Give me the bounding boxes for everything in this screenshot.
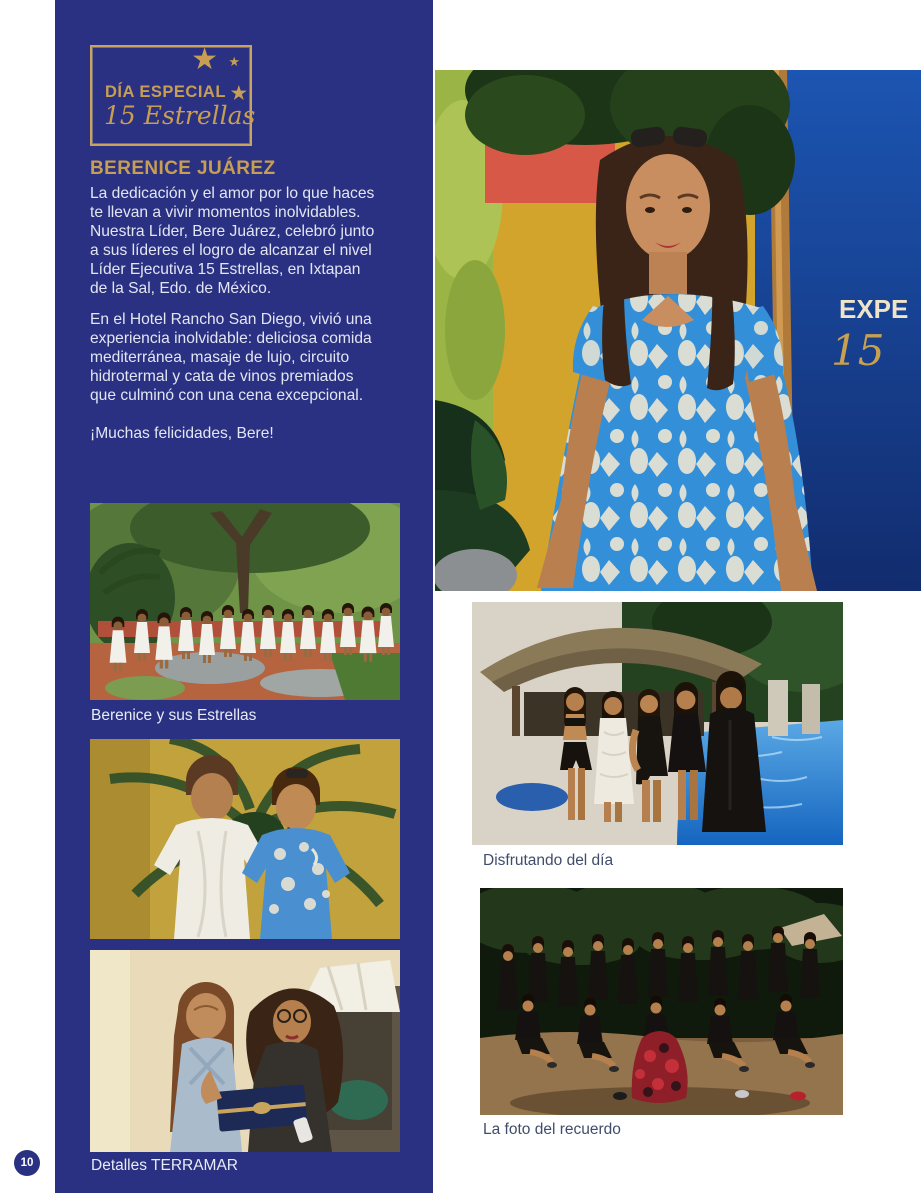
article-paragraph: ¡Muchas felicidades, Bere! bbox=[90, 425, 274, 442]
photo-detalles-terramar bbox=[90, 950, 400, 1152]
article-title: BERENICE JUÁREZ bbox=[90, 158, 276, 179]
hero-photo-berenice bbox=[435, 70, 921, 591]
logo-script: 15 Estrellas bbox=[104, 101, 256, 130]
dia-especial-logo bbox=[90, 43, 256, 146]
backdrop-numeral: 15 bbox=[831, 326, 885, 375]
photo-pool-day bbox=[472, 602, 843, 845]
article-paragraph: En el Hotel Rancho San Diego, vivió una experiencia inolvidable: deliciosa comida mediterránea, masaje de lujo, circuito hidrotermal y cata de vinos premiados que culminó con una cena excepcional. bbox=[90, 311, 372, 404]
star-icon: ★ bbox=[191, 43, 218, 76]
page-number-badge: 10 bbox=[14, 1150, 40, 1176]
logo-title: DÍA ESPECIAL ★ bbox=[105, 83, 248, 103]
star-icon: ★ bbox=[230, 83, 248, 103]
backdrop-word: EXPE bbox=[839, 294, 909, 324]
caption-pool: Disfrutando del día bbox=[483, 852, 614, 869]
caption-detalles: Detalles TERRAMAR bbox=[91, 1157, 239, 1174]
article-paragraph: La dedicación y el amor por lo que haces te llevan a vivir momentos inolvidables. Nuestra Líder, Bere Juárez, celebró junto a sus líderes el logro de alcanzar el nivel Líder Ejecutiva 15 Estrellas, en Ixtapan de la Sal, Edo. de México. bbox=[90, 185, 375, 297]
star-icon: ★ bbox=[228, 54, 240, 69]
caption-estrellas: Berenice y sus Estrellas bbox=[91, 707, 257, 724]
photo-night-group bbox=[480, 888, 843, 1115]
photo-two-leaders bbox=[90, 739, 400, 939]
caption-recuerdo: La foto del recuerdo bbox=[483, 1121, 621, 1138]
group-photo-estrellas bbox=[90, 503, 400, 700]
